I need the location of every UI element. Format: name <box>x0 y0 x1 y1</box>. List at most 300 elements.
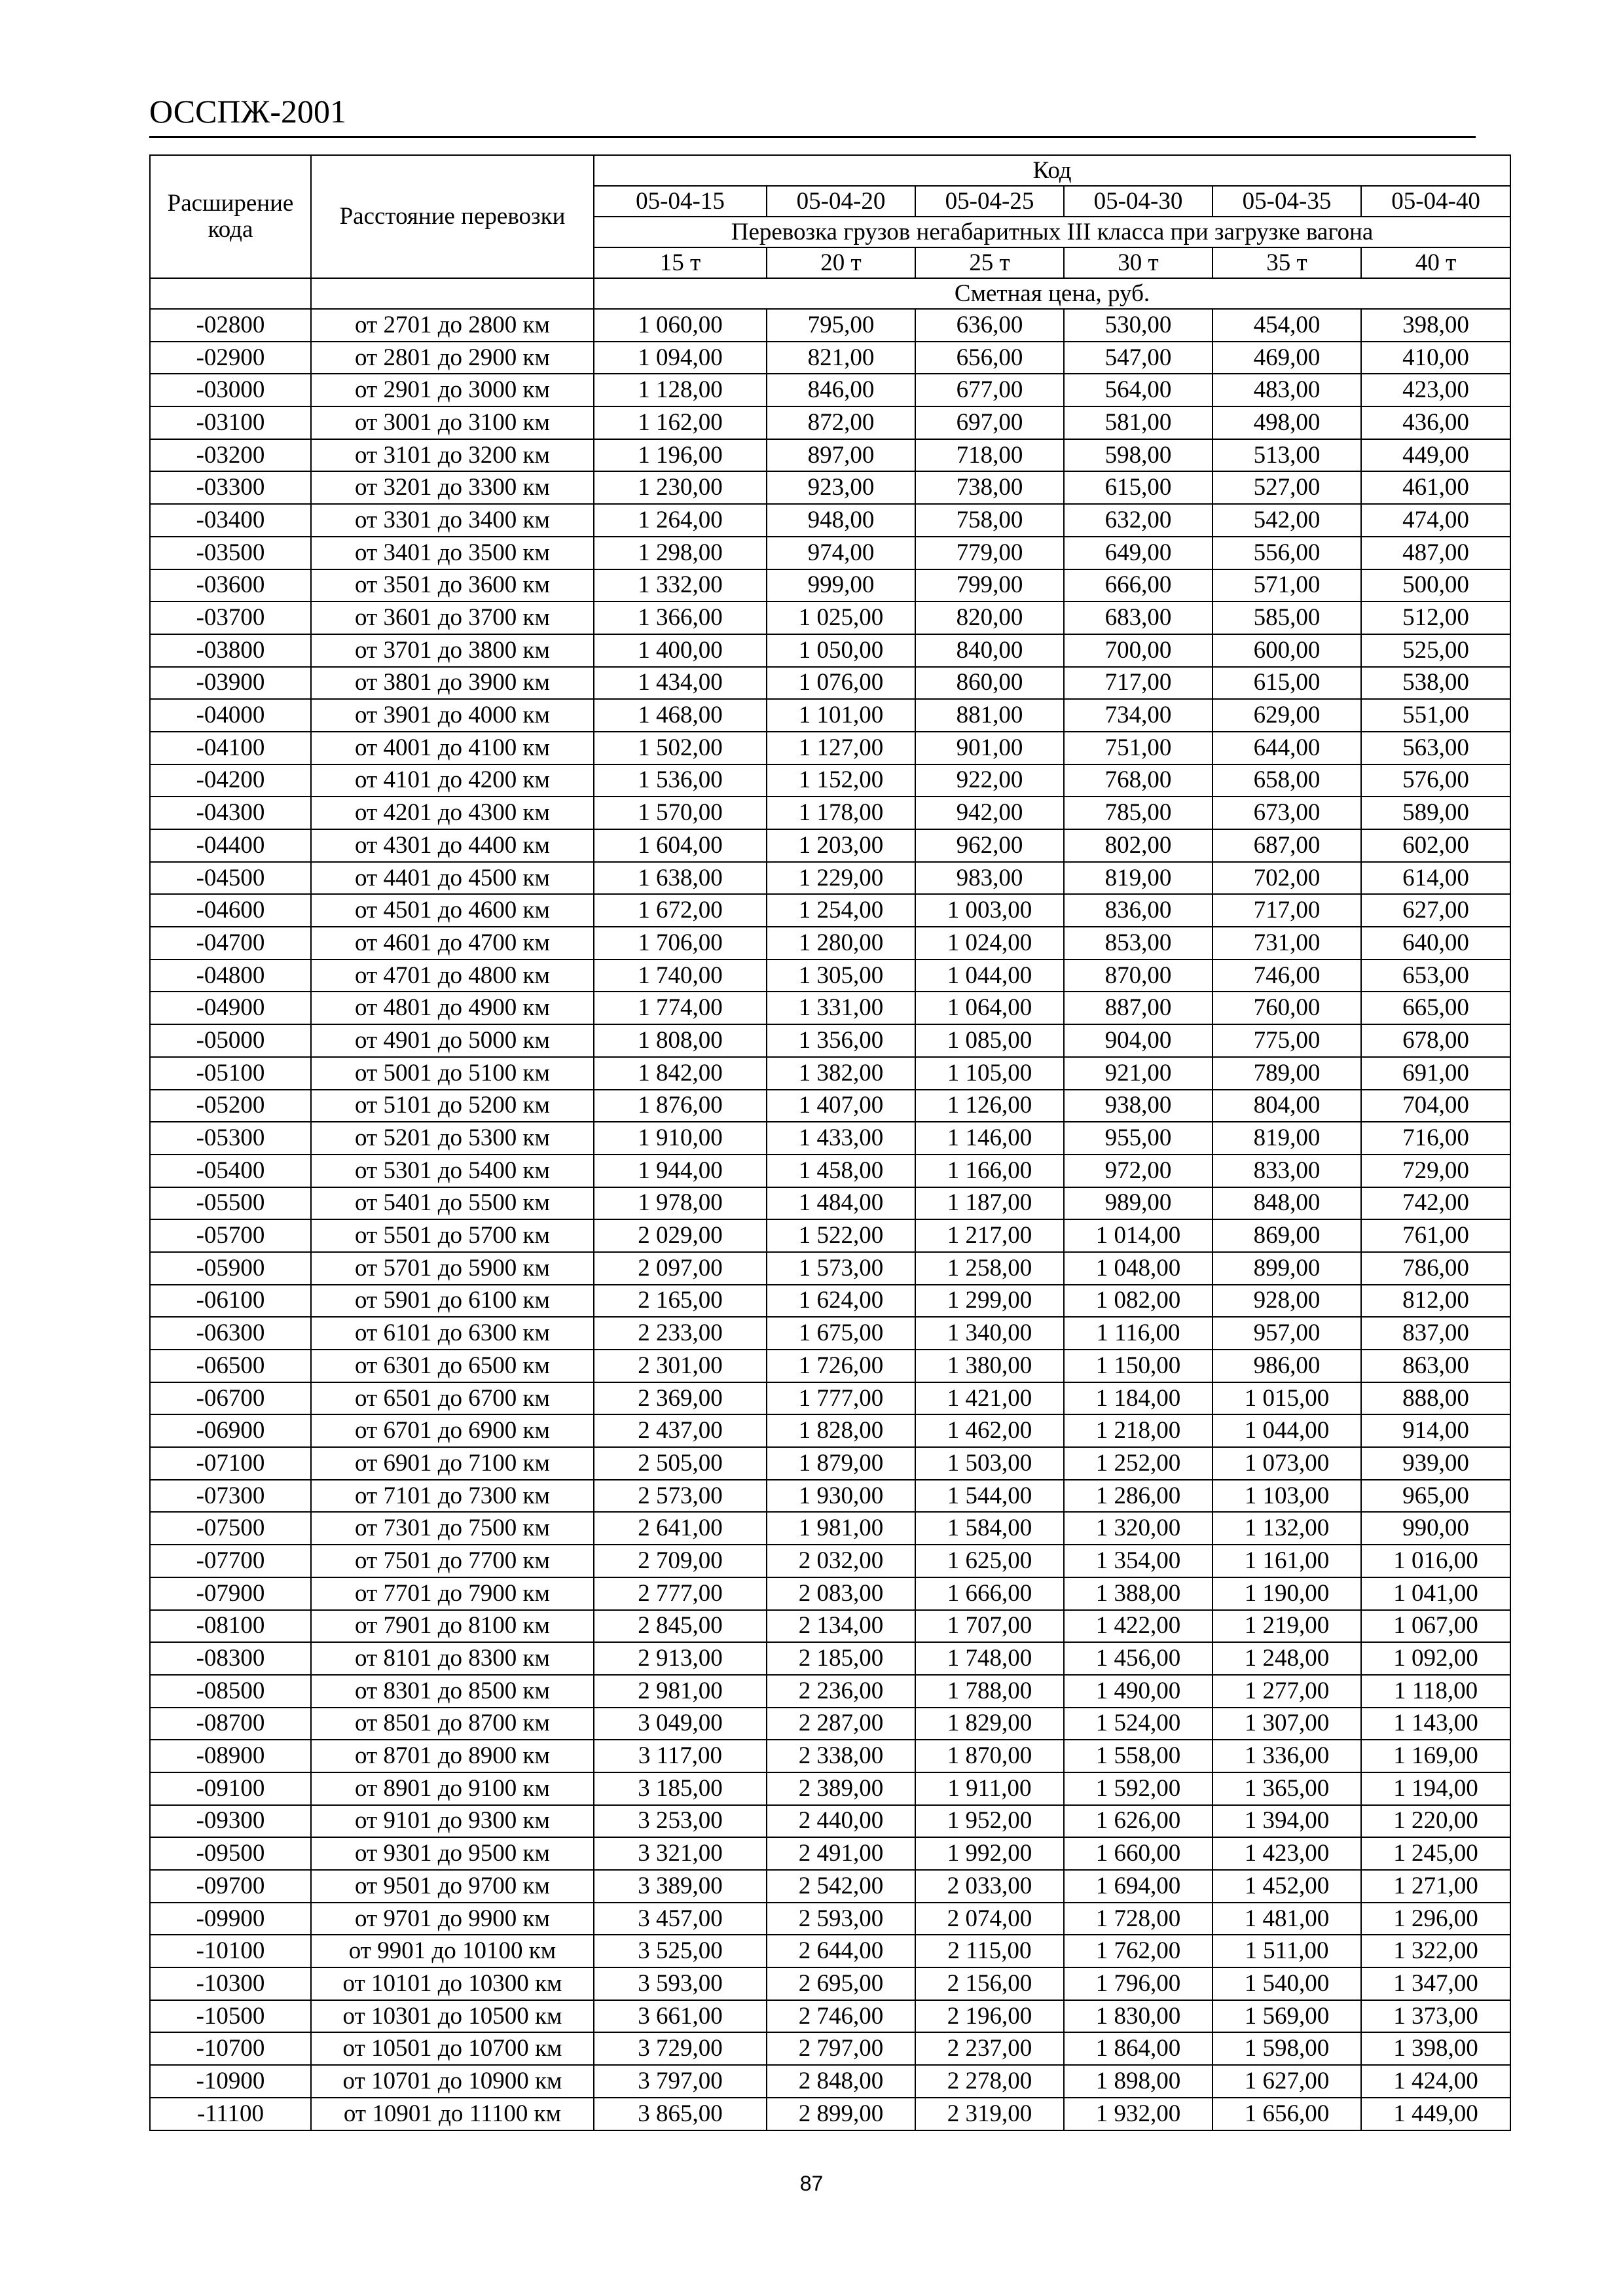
price-cell: 2 644,00 <box>767 1935 915 1967</box>
price-cell: 629,00 <box>1213 699 1361 732</box>
price-cell: 1 194,00 <box>1361 1772 1510 1805</box>
distance-cell: от 8101 до 8300 км <box>311 1642 594 1675</box>
price-cell: 1 707,00 <box>915 1610 1064 1643</box>
price-cell: 1 762,00 <box>1064 1935 1213 1967</box>
price-cell: 2 032,00 <box>767 1545 915 1577</box>
price-cell: 2 593,00 <box>767 1903 915 1935</box>
price-cell: 1 229,00 <box>767 862 915 895</box>
price-cell: 2 287,00 <box>767 1708 915 1740</box>
load-header: 30 т <box>1064 247 1213 278</box>
table-row <box>150 1219 1510 1252</box>
table-row <box>150 862 1510 895</box>
distance-cell: от 5101 до 5200 км <box>311 1090 594 1122</box>
price-cell: 1 981,00 <box>767 1512 915 1545</box>
distance-cell: от 8301 до 8500 км <box>311 1675 594 1708</box>
extension-code-cell: -04500 <box>150 862 311 895</box>
distance-cell: от 4001 до 4100 км <box>311 732 594 764</box>
price-cell: 1 796,00 <box>1064 1967 1213 2000</box>
price-cell: 1 876,00 <box>594 1090 767 1122</box>
load-header: 20 т <box>767 247 915 278</box>
price-cell: 614,00 <box>1361 862 1510 895</box>
price-cell: 1 829,00 <box>915 1708 1064 1740</box>
price-cell: 802,00 <box>1064 829 1213 862</box>
table-row <box>150 1642 1510 1675</box>
extension-code-cell: -08900 <box>150 1740 311 1772</box>
price-cell: 1 280,00 <box>767 927 915 960</box>
extension-code-cell: -08100 <box>150 1610 311 1643</box>
price-cell: 2 709,00 <box>594 1545 767 1577</box>
table-row <box>150 699 1510 732</box>
price-cell: 846,00 <box>767 374 915 406</box>
distance-cell: от 3301 до 3400 км <box>311 504 594 537</box>
table-row <box>150 2065 1510 2098</box>
price-cell: 3 389,00 <box>594 1870 767 1903</box>
price-cell: 746,00 <box>1213 960 1361 992</box>
price-cell: 2 029,00 <box>594 1219 767 1252</box>
price-cell: 602,00 <box>1361 829 1510 862</box>
price-cell: 2 845,00 <box>594 1610 767 1643</box>
price-cell: 914,00 <box>1361 1414 1510 1447</box>
price-cell: 1 264,00 <box>594 504 767 537</box>
price-cell: 1 094,00 <box>594 342 767 374</box>
price-cell: 563,00 <box>1361 732 1510 764</box>
price-cell: 1 481,00 <box>1213 1903 1361 1935</box>
price-cell: 564,00 <box>1064 374 1213 406</box>
table-row <box>150 1057 1510 1090</box>
extension-code-cell: -03600 <box>150 569 311 602</box>
price-cell: 2 196,00 <box>915 2000 1064 2033</box>
price-cell: 2 981,00 <box>594 1675 767 1708</box>
distance-cell: от 3901 до 4000 км <box>311 699 594 732</box>
table-row <box>150 309 1510 342</box>
price-cell: 2 165,00 <box>594 1285 767 1318</box>
price-cell: 3 253,00 <box>594 1805 767 1838</box>
price-cell: 1 184,00 <box>1064 1382 1213 1415</box>
price-cell: 3 593,00 <box>594 1967 767 2000</box>
price-cell: 870,00 <box>1064 960 1213 992</box>
price-cell: 2 185,00 <box>767 1642 915 1675</box>
price-cell: 2 695,00 <box>767 1967 915 2000</box>
price-cell: 2 301,00 <box>594 1350 767 1382</box>
table-row <box>150 960 1510 992</box>
table-row <box>150 2000 1510 2033</box>
price-cell: 2 913,00 <box>594 1642 767 1675</box>
extension-code-cell: -03200 <box>150 439 311 472</box>
price-cell: 1 400,00 <box>594 634 767 667</box>
price-cell: 700,00 <box>1064 634 1213 667</box>
distance-cell: от 4801 до 4900 км <box>311 992 594 1024</box>
price-cell: 986,00 <box>1213 1350 1361 1382</box>
price-cell: 1 380,00 <box>915 1350 1064 1382</box>
distance-cell: от 7701 до 7900 км <box>311 1577 594 1610</box>
table-row <box>150 1870 1510 1903</box>
price-cell: 1 592,00 <box>1064 1772 1213 1805</box>
price-cell: 1 604,00 <box>594 829 767 862</box>
price-cell: 1 073,00 <box>1213 1447 1361 1480</box>
transport-title: Перевозка грузов негабаритных III класса при загрузке вагона <box>594 217 1510 247</box>
price-cell: 1 627,00 <box>1213 2065 1361 2098</box>
price-cell: 962,00 <box>915 829 1064 862</box>
extension-code-cell: -06100 <box>150 1285 311 1318</box>
price-cell: 1 511,00 <box>1213 1935 1361 1967</box>
table-row <box>150 1708 1510 1740</box>
distance-cell: от 7301 до 7500 км <box>311 1512 594 1545</box>
price-cell: 1 584,00 <box>915 1512 1064 1545</box>
table-row <box>150 1090 1510 1122</box>
extension-code-cell: -04300 <box>150 797 311 829</box>
extension-code-cell: -05200 <box>150 1090 311 1122</box>
table-row <box>150 1187 1510 1220</box>
price-cell: 1 298,00 <box>594 537 767 569</box>
extension-code-cell: -05300 <box>150 1122 311 1155</box>
price-cell: 1 394,00 <box>1213 1805 1361 1838</box>
table-row <box>150 601 1510 634</box>
table-row <box>150 1512 1510 1545</box>
price-cell: 1 322,00 <box>1361 1935 1510 1967</box>
price-cell: 3 049,00 <box>594 1708 767 1740</box>
price-cell: 872,00 <box>767 406 915 439</box>
price-cell: 600,00 <box>1213 634 1361 667</box>
price-cell: 1 067,00 <box>1361 1610 1510 1643</box>
price-cell: 585,00 <box>1213 601 1361 634</box>
price-cell: 1 808,00 <box>594 1024 767 1057</box>
price-cell: 785,00 <box>1064 797 1213 829</box>
price-cell: 1 305,00 <box>767 960 915 992</box>
price-cell: 1 407,00 <box>767 1090 915 1122</box>
price-cell: 1 569,00 <box>1213 2000 1361 2033</box>
distance-cell: от 10301 до 10500 км <box>311 2000 594 2033</box>
price-cell: 1 152,00 <box>767 764 915 797</box>
price-cell: 1 706,00 <box>594 927 767 960</box>
price-cell: 1 178,00 <box>767 797 915 829</box>
extension-code-cell: -03900 <box>150 667 311 700</box>
price-cell: 3 117,00 <box>594 1740 767 1772</box>
distance-cell: от 9701 до 9900 км <box>311 1903 594 1935</box>
price-cell: 3 661,00 <box>594 2000 767 2033</box>
distance-cell: от 9301 до 9500 км <box>311 1837 594 1870</box>
price-cell: 1 434,00 <box>594 667 767 700</box>
price-cell: 1 161,00 <box>1213 1545 1361 1577</box>
price-cell: 922,00 <box>915 764 1064 797</box>
price-cell: 1 503,00 <box>915 1447 1064 1480</box>
price-cell: 1 101,00 <box>767 699 915 732</box>
price-cell: 2 033,00 <box>915 1870 1064 1903</box>
table-row <box>150 1675 1510 1708</box>
extension-code-cell: -11100 <box>150 2098 311 2130</box>
distance-cell: от 3401 до 3500 км <box>311 537 594 569</box>
price-cell: 1 196,00 <box>594 439 767 472</box>
price-cell: 1 458,00 <box>767 1155 915 1187</box>
price-cell: 704,00 <box>1361 1090 1510 1122</box>
distance-cell: от 5501 до 5700 км <box>311 1219 594 1252</box>
extension-code-cell: -05100 <box>150 1057 311 1090</box>
price-cell: 1 626,00 <box>1064 1805 1213 1838</box>
price-cell: 527,00 <box>1213 471 1361 504</box>
price-cell: 1 146,00 <box>915 1122 1064 1155</box>
price-cell: 581,00 <box>1064 406 1213 439</box>
price-cell: 1 449,00 <box>1361 2098 1510 2130</box>
price-cell: 697,00 <box>915 406 1064 439</box>
table-row <box>150 764 1510 797</box>
price-cell: 821,00 <box>767 342 915 374</box>
price-cell: 1 103,00 <box>1213 1480 1361 1513</box>
price-cell: 1 044,00 <box>1213 1414 1361 1447</box>
load-header: 25 т <box>915 247 1064 278</box>
distance-cell: от 6701 до 6900 км <box>311 1414 594 1447</box>
table-row <box>150 992 1510 1024</box>
price-cell: 542,00 <box>1213 504 1361 537</box>
price-cell: 1 219,00 <box>1213 1610 1361 1643</box>
extension-code-cell: -05000 <box>150 1024 311 1057</box>
extension-code-cell: -03300 <box>150 471 311 504</box>
price-cell: 2 338,00 <box>767 1740 915 1772</box>
price-cell: 999,00 <box>767 569 915 602</box>
price-cell: 1 911,00 <box>915 1772 1064 1805</box>
header-divider <box>149 136 1476 138</box>
price-cell: 1 638,00 <box>594 862 767 895</box>
extension-code-cell: -07700 <box>150 1545 311 1577</box>
document-code-header: ОССПЖ-2001 <box>149 93 346 130</box>
price-cell: 469,00 <box>1213 342 1361 374</box>
price-cell: 1 660,00 <box>1064 1837 1213 1870</box>
price-cell: 820,00 <box>915 601 1064 634</box>
price-cell: 1 254,00 <box>767 894 915 927</box>
load-header: 40 т <box>1361 247 1510 278</box>
price-cell: 1 076,00 <box>767 667 915 700</box>
extension-code-cell: -10300 <box>150 1967 311 2000</box>
price-cell: 819,00 <box>1213 1122 1361 1155</box>
price-cell: 1 930,00 <box>767 1480 915 1513</box>
price-cell: 1 366,00 <box>594 601 767 634</box>
price-cell: 1 830,00 <box>1064 2000 1213 2033</box>
table-row <box>150 1837 1510 1870</box>
distance-cell: от 9501 до 9700 км <box>311 1870 594 1903</box>
price-cell: 1 190,00 <box>1213 1577 1361 1610</box>
price-cell: 1 299,00 <box>915 1285 1064 1318</box>
extension-code-cell: -05900 <box>150 1252 311 1285</box>
price-cell: 942,00 <box>915 797 1064 829</box>
distance-cell: от 3101 до 3200 км <box>311 439 594 472</box>
extension-code-cell: -08700 <box>150 1708 311 1740</box>
extension-code-cell: -10100 <box>150 1935 311 1967</box>
price-cell: 1 064,00 <box>915 992 1064 1024</box>
extension-code-cell: -07900 <box>150 1577 311 1610</box>
extension-code-cell: -07100 <box>150 1447 311 1480</box>
extension-code-cell: -04400 <box>150 829 311 862</box>
price-cell: 2 369,00 <box>594 1382 767 1415</box>
price-cell: 1 864,00 <box>1064 2032 1213 2065</box>
page-number: 87 <box>799 2172 824 2195</box>
table-row <box>150 894 1510 927</box>
price-cell: 768,00 <box>1064 764 1213 797</box>
price-cell: 1 132,00 <box>1213 1512 1361 1545</box>
extension-code-cell: -09500 <box>150 1837 311 1870</box>
distance-cell: от 2901 до 3000 км <box>311 374 594 406</box>
price-cell: 887,00 <box>1064 992 1213 1024</box>
load-header: 35 т <box>1213 247 1361 278</box>
price-cell: 734,00 <box>1064 699 1213 732</box>
distance-cell: от 4601 до 4700 км <box>311 927 594 960</box>
distance-cell: от 9901 до 10100 км <box>311 1935 594 1967</box>
price-cell: 717,00 <box>1213 894 1361 927</box>
table-row <box>150 927 1510 960</box>
price-cell: 799,00 <box>915 569 1064 602</box>
price-cell: 1 044,00 <box>915 960 1064 992</box>
price-cell: 461,00 <box>1361 471 1510 504</box>
price-cell: 840,00 <box>915 634 1064 667</box>
price-cell: 901,00 <box>915 732 1064 764</box>
price-cell: 1 024,00 <box>915 927 1064 960</box>
price-cell: 683,00 <box>1064 601 1213 634</box>
table-row <box>150 1577 1510 1610</box>
extension-code-cell: -02800 <box>150 309 311 342</box>
extension-code-cell: -10700 <box>150 2032 311 2065</box>
price-cell: 2 746,00 <box>767 2000 915 2033</box>
table-row <box>150 1285 1510 1318</box>
price-cell: 848,00 <box>1213 1187 1361 1220</box>
price-cell: 1 331,00 <box>767 992 915 1024</box>
code-header: 05-04-15 <box>594 186 767 217</box>
price-cell: 538,00 <box>1361 667 1510 700</box>
price-cell: 1 082,00 <box>1064 1285 1213 1318</box>
price-cell: 1 388,00 <box>1064 1577 1213 1610</box>
price-cell: 1 774,00 <box>594 992 767 1024</box>
extension-code-cell: -08500 <box>150 1675 311 1708</box>
price-cell: 2 236,00 <box>767 1675 915 1708</box>
price-cell: 665,00 <box>1361 992 1510 1024</box>
extension-code-cell: -07500 <box>150 1512 311 1545</box>
price-cell: 1 978,00 <box>594 1187 767 1220</box>
extension-code-cell: -05700 <box>150 1219 311 1252</box>
distance-cell: от 6901 до 7100 км <box>311 1447 594 1480</box>
distance-cell: от 5201 до 5300 км <box>311 1122 594 1155</box>
price-cell: 1 187,00 <box>915 1187 1064 1220</box>
price-cell: 1 307,00 <box>1213 1708 1361 1740</box>
table-row <box>150 667 1510 700</box>
distance-cell: от 7501 до 7700 км <box>311 1545 594 1577</box>
price-cell: 1 898,00 <box>1064 2065 1213 2098</box>
price-cell: 1 675,00 <box>767 1317 915 1350</box>
distance-cell: от 10101 до 10300 км <box>311 1967 594 2000</box>
price-cell: 812,00 <box>1361 1285 1510 1318</box>
price-cell: 1 842,00 <box>594 1057 767 1090</box>
price-cell: 1 422,00 <box>1064 1610 1213 1643</box>
distance-cell: от 3801 до 3900 км <box>311 667 594 700</box>
price-cell: 1 128,00 <box>594 374 767 406</box>
price-cell: 653,00 <box>1361 960 1510 992</box>
price-cell: 1 524,00 <box>1064 1708 1213 1740</box>
extension-code-cell: -04600 <box>150 894 311 927</box>
price-cell: 716,00 <box>1361 1122 1510 1155</box>
price-cell: 1 952,00 <box>915 1805 1064 1838</box>
distance-cell: от 10501 до 10700 км <box>311 2032 594 2065</box>
price-cell: 1 041,00 <box>1361 1577 1510 1610</box>
price-cell: 729,00 <box>1361 1155 1510 1187</box>
price-cell: 547,00 <box>1064 342 1213 374</box>
table-row <box>150 1317 1510 1350</box>
distance-cell: от 6301 до 6500 км <box>311 1350 594 1382</box>
price-cell: 525,00 <box>1361 634 1510 667</box>
price-cell: 500,00 <box>1361 569 1510 602</box>
price-cell: 1 048,00 <box>1064 1252 1213 1285</box>
distance-cell: от 3201 до 3300 км <box>311 471 594 504</box>
price-cell: 598,00 <box>1064 439 1213 472</box>
price-caption: Сметная цена, руб. <box>594 278 1510 309</box>
table-row <box>150 1480 1510 1513</box>
price-cell: 1 788,00 <box>915 1675 1064 1708</box>
price-cell: 804,00 <box>1213 1090 1361 1122</box>
extension-code-cell: -04100 <box>150 732 311 764</box>
extension-code-cell: -05500 <box>150 1187 311 1220</box>
extension-code-cell: -05400 <box>150 1155 311 1187</box>
price-cell: 702,00 <box>1213 862 1361 895</box>
price-cell: 658,00 <box>1213 764 1361 797</box>
price-cell: 3 321,00 <box>594 1837 767 1870</box>
price-cell: 2 237,00 <box>915 2032 1064 2065</box>
price-cell: 2 083,00 <box>767 1577 915 1610</box>
distance-cell: от 3601 до 3700 км <box>311 601 594 634</box>
price-cell: 2 542,00 <box>767 1870 915 1903</box>
price-cell: 627,00 <box>1361 894 1510 927</box>
table-row <box>150 634 1510 667</box>
price-cell: 1 573,00 <box>767 1252 915 1285</box>
price-cell: 1 666,00 <box>915 1577 1064 1610</box>
table-row <box>150 829 1510 862</box>
price-cell: 1 277,00 <box>1213 1675 1361 1708</box>
price-cell: 1 150,00 <box>1064 1350 1213 1382</box>
price-cell: 1 484,00 <box>767 1187 915 1220</box>
price-cell: 1 218,00 <box>1064 1414 1213 1447</box>
price-cell: 819,00 <box>1064 862 1213 895</box>
price-cell: 556,00 <box>1213 537 1361 569</box>
extension-code-cell: -04200 <box>150 764 311 797</box>
price-cell: 3 525,00 <box>594 1935 767 1967</box>
col-header-code-group: Код <box>594 155 1510 186</box>
price-cell: 1 728,00 <box>1064 1903 1213 1935</box>
extension-code-cell: -08300 <box>150 1642 311 1675</box>
price-cell: 1 421,00 <box>915 1382 1064 1415</box>
price-cell: 761,00 <box>1361 1219 1510 1252</box>
price-cell: 2 437,00 <box>594 1414 767 1447</box>
price-cell: 1 870,00 <box>915 1740 1064 1772</box>
distance-cell: от 8501 до 8700 км <box>311 1708 594 1740</box>
price-cell: 989,00 <box>1064 1187 1213 1220</box>
price-cell: 1 025,00 <box>767 601 915 634</box>
price-cell: 1 452,00 <box>1213 1870 1361 1903</box>
price-cell: 1 558,00 <box>1064 1740 1213 1772</box>
extension-code-cell: -04800 <box>150 960 311 992</box>
price-cell: 1 258,00 <box>915 1252 1064 1285</box>
price-cell: 837,00 <box>1361 1317 1510 1350</box>
price-cell: 921,00 <box>1064 1057 1213 1090</box>
price-cell: 1 116,00 <box>1064 1317 1213 1350</box>
distance-cell: от 2701 до 2800 км <box>311 309 594 342</box>
price-cell: 1 248,00 <box>1213 1642 1361 1675</box>
price-cell: 687,00 <box>1213 829 1361 862</box>
price-cell: 1 050,00 <box>767 634 915 667</box>
price-cell: 436,00 <box>1361 406 1510 439</box>
price-cell: 656,00 <box>915 342 1064 374</box>
extension-code-cell: -09300 <box>150 1805 311 1838</box>
extension-code-cell: -07300 <box>150 1480 311 1513</box>
distance-cell: от 4701 до 4800 км <box>311 960 594 992</box>
price-cell: 928,00 <box>1213 1285 1361 1318</box>
price-cell: 1 740,00 <box>594 960 767 992</box>
extension-code-cell: -03700 <box>150 601 311 634</box>
price-cell: 1 522,00 <box>767 1219 915 1252</box>
price-cell: 938,00 <box>1064 1090 1213 1122</box>
price-cell: 1 220,00 <box>1361 1805 1510 1838</box>
